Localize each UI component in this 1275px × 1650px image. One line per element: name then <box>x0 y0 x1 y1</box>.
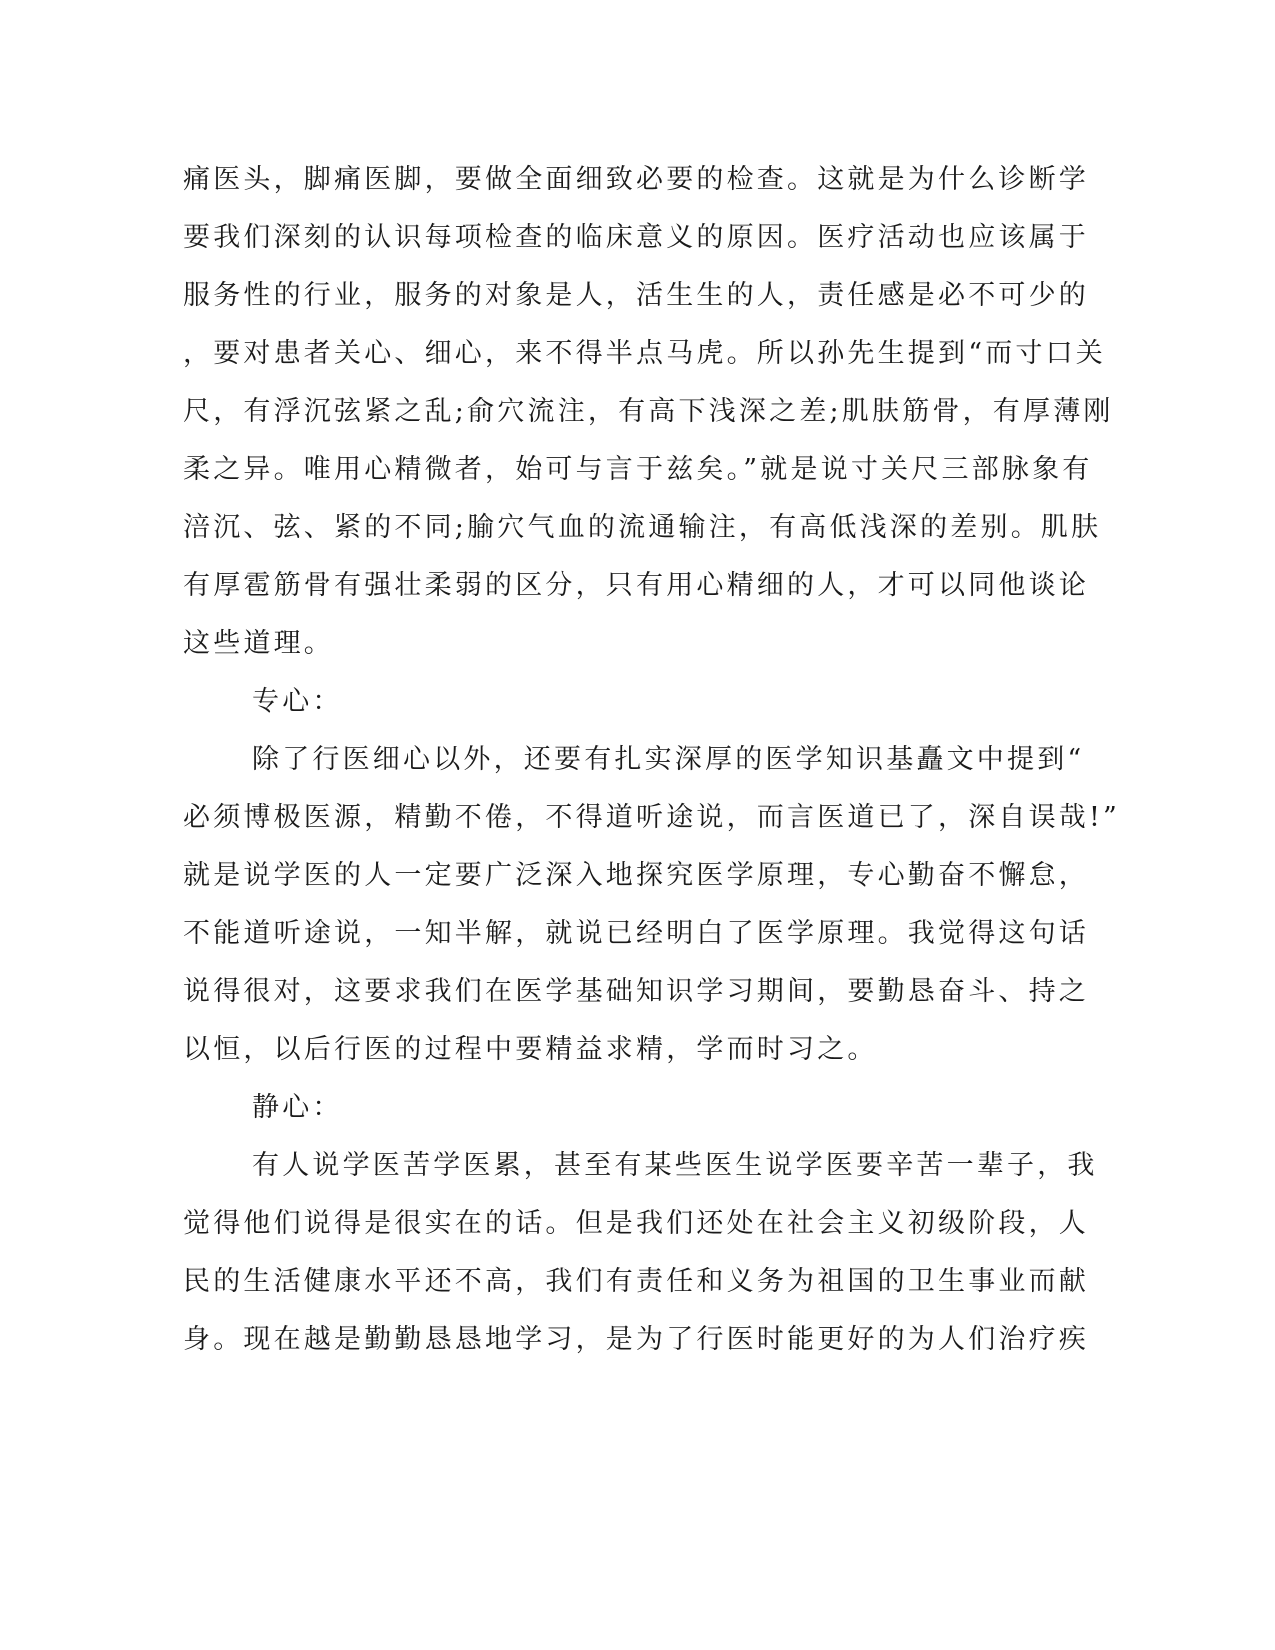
text-line: 以恒，以后行医的过程中要精益求精，学而时习之。 <box>183 1034 878 1065</box>
text-line: 不能道听途说，一知半解，就说已经明白了医学原理。我觉得这句话 <box>183 918 1089 949</box>
section-heading: 专心： <box>252 686 343 717</box>
text-line: 说得很对，这要求我们在医学基础知识学习期间，要勤恳奋斗、持之 <box>183 976 1089 1007</box>
text-line: 觉得他们说得是很实在的话。但是我们还处在社会主义初级阶段，人 <box>183 1208 1089 1239</box>
text-line: 有厚雹筋骨有强壮柔弱的区分，只有用心精细的人，才可以同他谈论 <box>183 570 1089 601</box>
text-line: 痛医头，脚痛医脚，要做全面细致必要的检查。这就是为什么诊断学 <box>183 164 1089 195</box>
text-line: 身。现在越是勤勤恳恳地学习，是为了行医时能更好的为人们治疗疾 <box>183 1324 1089 1355</box>
text-line: 除了行医细心以外，还要有扎实深厚的医学知识基矗文中提到“ <box>252 744 1085 775</box>
text-line: 必须博极医源，精勤不倦，不得道听途说，而言医道已了，深自误哉!” <box>183 802 1121 833</box>
text-line: 涪沉、弦、紧的不同;腧穴气血的流通输注，有高低浅深的差别。肌肤 <box>183 512 1102 543</box>
text-line: 柔之异。唯用心精微者，始可与言于兹矣。”就是说寸关尺三部脉象有 <box>183 454 1093 485</box>
text-line: 民的生活健康水平还不高，我们有责任和义务为祖国的卫生事业而献 <box>183 1266 1089 1297</box>
text-line: 要我们深刻的认识每项检查的临床意义的原因。医疗活动也应该属于 <box>183 222 1089 253</box>
text-line: 服务性的行业，服务的对象是人，活生生的人，责任感是必不可少的 <box>183 280 1089 311</box>
text-line: ，要对患者关心、细心，来不得半点马虎。所以孙先生提到“而寸口关 <box>183 338 1107 369</box>
text-line: 这些道理。 <box>183 628 334 659</box>
text-line: 尺，有浮沉弦紧之乱;俞穴流注，有高下浅深之差;肌肤筋骨，有厚薄刚 <box>183 396 1114 427</box>
text-line: 就是说学医的人一定要广泛深入地探究医学原理，专心勤奋不懈怠， <box>183 860 1089 891</box>
section-heading: 静心： <box>252 1092 343 1123</box>
text-line: 有人说学医苦学医累，甚至有某些医生说学医要辛苦一辈子，我 <box>252 1150 1098 1181</box>
